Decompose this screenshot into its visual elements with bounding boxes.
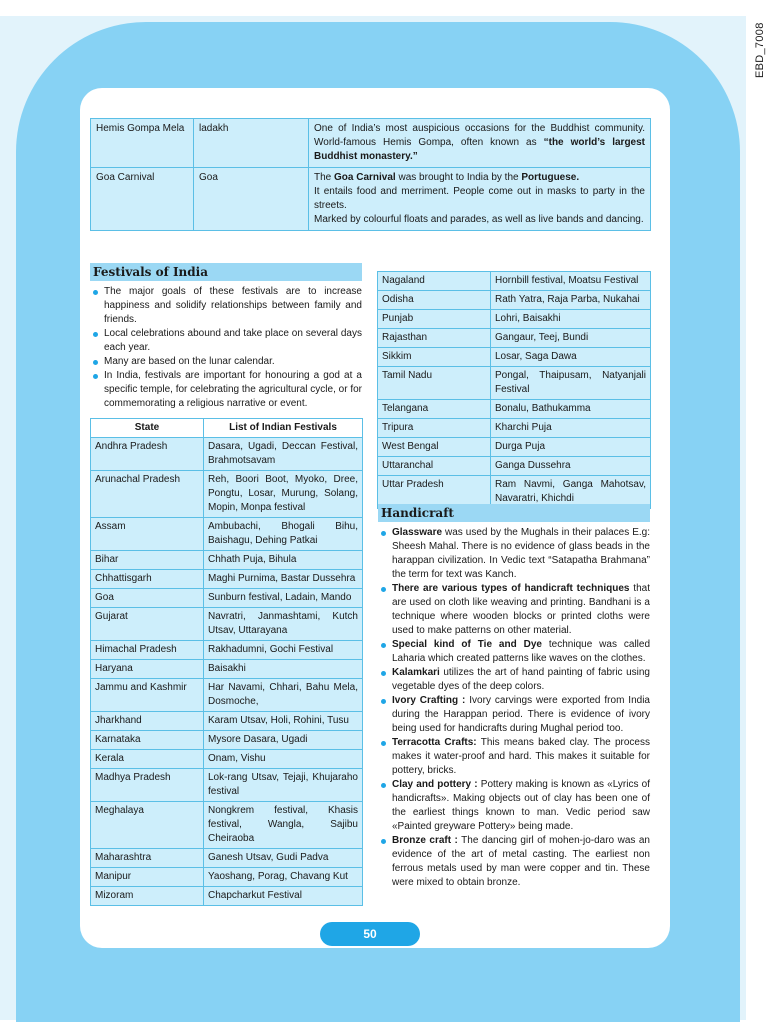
state-festival-table-continued: [377, 271, 651, 509]
festival-name: Goa Carnival: [91, 168, 194, 231]
table-row: [91, 731, 363, 750]
handicraft-bullet-list: [378, 526, 650, 890]
table-row: [91, 608, 363, 641]
table-row: [91, 641, 363, 660]
state-name: Goa: [91, 589, 204, 608]
festival-list: Ambubachi, Bhogali Bihu, Baishagu, Dehing Patkai: [204, 518, 363, 551]
table-row: [91, 849, 363, 868]
list-item: [378, 666, 650, 694]
table-row: [91, 119, 651, 168]
festival-description: The Goa Carnival was brought to India by the Portuguese. It entails food and merriment. People come out in masks to party in the streets. Marked by colourful floats and parades, as well as live bands and dancing.: [309, 168, 651, 231]
festival-list: Mysore Dasara, Ugadi: [204, 731, 363, 750]
state-name: Maharashtra: [91, 849, 204, 868]
list-item: In India, festivals are important for honouring a god at a specific temple, for celebrating the agricultural cycle, or for commemorating a religious narrative or event.: [90, 369, 362, 411]
item-term: Terracotta Crafts:: [392, 737, 477, 748]
item-term: There are various types of handicraft techniques: [392, 583, 630, 594]
state-name: Karnataka: [91, 731, 204, 750]
festival-list: Rakhadumni, Gochi Festival: [204, 641, 363, 660]
item-term: Ivory Crafting :: [392, 695, 466, 706]
state-name: Arunachal Pradesh: [91, 471, 204, 518]
festival-list: Maghi Purnima, Bastar Dussehra: [204, 570, 363, 589]
list-item: [378, 582, 650, 638]
state-name: Gujarat: [91, 608, 204, 641]
table-row: [91, 679, 363, 712]
festival-list: Baisakhi: [204, 660, 363, 679]
festivals-heading: Festivals of India: [90, 263, 362, 281]
festival-list: Dasara, Ugadi, Deccan Festival, Brahmotsavam: [204, 438, 363, 471]
list-item: [378, 834, 650, 890]
state-name: Jharkhand: [91, 712, 204, 731]
festival-list: Bonalu, Bathukamma: [491, 400, 651, 419]
state-name: Uttaranchal: [378, 457, 491, 476]
festival-list: Reh, Boori Boot, Myoko, Dree, Pongtu, Losar, Murung, Solang, Mopin, Monpa festival: [204, 471, 363, 518]
festival-list: Ram Navmi, Ganga Mahotsav, Navaratri, Khichdi: [491, 476, 651, 509]
festival-list: Har Navami, Chhari, Bahu Mela, Dosmoche,: [204, 679, 363, 712]
festival-name: Hemis Gompa Mela: [91, 119, 194, 168]
table-row: [378, 291, 651, 310]
item-text: The dancing girl of mohen-jo-daro was an evidence of the art of metal casting. The earliest non ferrous metals used by man were copper and tin. These were mixed to obtain bronze.: [392, 835, 650, 888]
item-term: Kalamkari: [392, 667, 440, 678]
table-row: [378, 272, 651, 291]
table-row: [91, 868, 363, 887]
festival-place: Goa: [194, 168, 309, 231]
table-row: [91, 750, 363, 769]
state-name: Bihar: [91, 551, 204, 570]
festival-list: Onam, Vishu: [204, 750, 363, 769]
festival-list: Pongal, Thaipusam, Natyanjali Festival: [491, 367, 651, 400]
state-name: Assam: [91, 518, 204, 551]
state-name: Tripura: [378, 419, 491, 438]
state-name: Andhra Pradesh: [91, 438, 204, 471]
state-name: Sikkim: [378, 348, 491, 367]
state-name: Odisha: [378, 291, 491, 310]
table-row: [378, 457, 651, 476]
table-row: [91, 471, 363, 518]
festival-list: Ganga Dussehra: [491, 457, 651, 476]
state-name: Nagaland: [378, 272, 491, 291]
table-row: [91, 551, 363, 570]
item-term: Glassware: [392, 527, 443, 538]
item-text: was used by the Mughals in their palaces E.g: Sheesh Mahal. There is no evidence of glass beads in the harappan civilization. In Vedic text “Satapatha Brahmana” the term for text was Kanch.: [392, 527, 650, 580]
state-name: Manipur: [91, 868, 204, 887]
list-item: [378, 694, 650, 736]
state-name: Telangana: [378, 400, 491, 419]
item-term: Clay and pottery :: [392, 779, 478, 790]
table-row: [91, 168, 651, 231]
state-name: Meghalaya: [91, 802, 204, 849]
festival-description-table: [90, 118, 651, 231]
table-header-row: [91, 419, 363, 438]
table-row: [91, 712, 363, 731]
table-row: [378, 367, 651, 400]
festival-list: Chapcharkut Festival: [204, 887, 363, 906]
list-item: [378, 736, 650, 778]
list-item: [378, 778, 650, 834]
festival-list: Losar, Saga Dawa: [491, 348, 651, 367]
festival-list: Yaoshang, Porag, Chavang Kut: [204, 868, 363, 887]
festival-list: Sunburn festival, Ladain, Mando: [204, 589, 363, 608]
state-name: Kerala: [91, 750, 204, 769]
state-festival-table: [90, 418, 363, 906]
item-term: Bronze craft :: [392, 835, 458, 846]
festival-list: Navratri, Janmashtami, Kutch Utsav, Uttarayana: [204, 608, 363, 641]
list-item: The major goals of these festivals are to increase happiness and solidify relationships between family and friends.: [90, 285, 362, 327]
list-item: [378, 638, 650, 666]
item-text: This means baked clay. The process makes it water-proof and hard. This makes it suitable for pottery, bricks.: [392, 737, 650, 776]
table-row: [91, 802, 363, 849]
festival-list: Nongkrem festival, Khasis festival, Wangla, Sajibu Cheiraoba: [204, 802, 363, 849]
festival-list: Ganesh Utsav, Gudi Padva: [204, 849, 363, 868]
festival-list: Rath Yatra, Raja Parba, Nukahai: [491, 291, 651, 310]
column-header-state: State: [91, 419, 204, 438]
table-row: [378, 310, 651, 329]
state-name: Haryana: [91, 660, 204, 679]
table-row: [91, 518, 363, 551]
list-item: [378, 526, 650, 582]
state-name: Chhattisgarh: [91, 570, 204, 589]
table-row: [378, 329, 651, 348]
festival-list: Hornbill festival, Moatsu Festival: [491, 272, 651, 291]
festival-place: ladakh: [194, 119, 309, 168]
festival-list: Karam Utsav, Holi, Rohini, Tusu: [204, 712, 363, 731]
table-row: [91, 570, 363, 589]
state-name: Mizoram: [91, 887, 204, 906]
festival-list: Gangaur, Teej, Bundi: [491, 329, 651, 348]
state-name: West Bengal: [378, 438, 491, 457]
festival-list: Lok-rang Utsav, Tejaji, Khujaraho festival: [204, 769, 363, 802]
state-name: Jammu and Kashmir: [91, 679, 204, 712]
page-number: 50: [320, 922, 420, 946]
table-row: [378, 400, 651, 419]
state-name: Uttar Pradesh: [378, 476, 491, 509]
table-row: [91, 769, 363, 802]
table-row: [91, 438, 363, 471]
festival-list: Chhath Puja, Bihula: [204, 551, 363, 570]
column-header-festivals: List of Indian Festivals: [204, 419, 363, 438]
table-row: [91, 660, 363, 679]
festival-list: Kharchi Puja: [491, 419, 651, 438]
state-name: Himachal Pradesh: [91, 641, 204, 660]
table-row: [91, 589, 363, 608]
festival-list: Durga Puja: [491, 438, 651, 457]
festival-description: One of India’s most auspicious occasions for the Buddhist community. World-famous Hemis Gompa, often known as “the world’s largest Buddhist monastery.”: [309, 119, 651, 168]
item-text: utilizes the art of hand painting of fabric using vegetable dyes of the deep colors.: [392, 667, 650, 692]
item-text: Ivory carvings were exported from India during the Harappan period. There is evidence of ivory being used for handicrafts during Mughal period too.: [392, 695, 650, 734]
festival-list: Lohri, Baisakhi: [491, 310, 651, 329]
item-text: that are used on cloth like weaving and printing. Bandhani is a technique where wooden blocks or printed cloths were used to make patterns on other material.: [392, 583, 650, 636]
list-item: Many are based on the lunar calendar.: [90, 355, 362, 369]
list-item: Local celebrations abound and take place on several days each year.: [90, 327, 362, 355]
item-term: Special kind of Tie and Dye: [392, 639, 542, 650]
state-name: Tamil Nadu: [378, 367, 491, 400]
state-name: Rajasthan: [378, 329, 491, 348]
handicraft-heading: Handicraft: [378, 504, 650, 522]
item-text: Pottery making is known as «Lyrics of handicrafts». Making objects out of clay has been one of the earliest things known to man. Vedic period saw «Painted greyware Pottery» being made.: [392, 779, 650, 832]
item-text: technique was called Laharia which created patterns like waves on the clothes.: [392, 639, 651, 664]
table-row: [378, 419, 651, 438]
state-name: Madhya Pradesh: [91, 769, 204, 802]
festivals-bullet-list: [90, 285, 362, 411]
table-row: [378, 438, 651, 457]
document-code: EBD_7008: [754, 22, 766, 78]
state-name: Punjab: [378, 310, 491, 329]
table-row: [91, 887, 363, 906]
table-row: [378, 348, 651, 367]
